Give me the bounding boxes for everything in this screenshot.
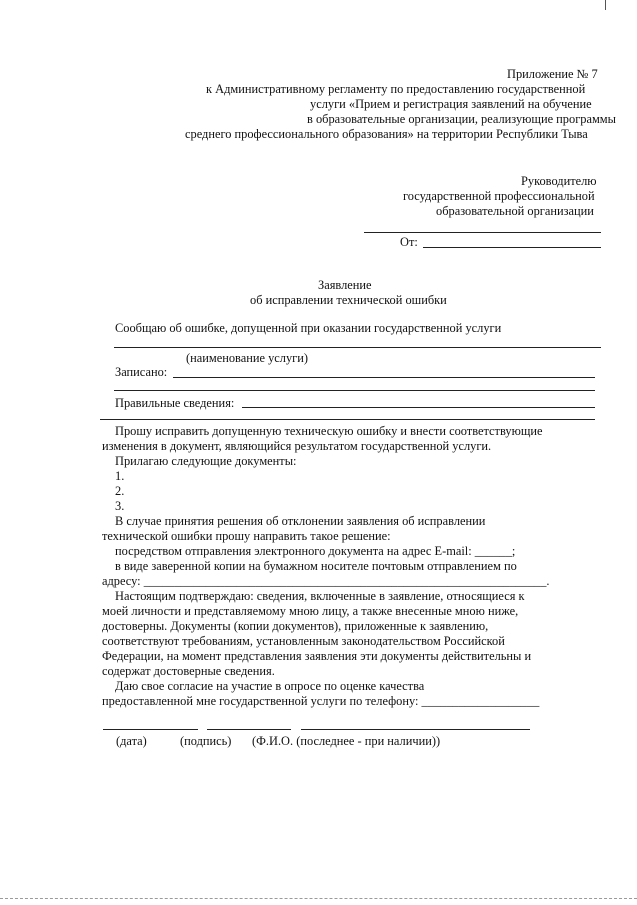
from-label: От:: [400, 235, 418, 249]
date-label: (дата): [116, 734, 147, 748]
date-signature-line[interactable]: [103, 729, 198, 730]
from-blank-line[interactable]: [423, 247, 601, 248]
attachments-intro: Прилагаю следующие документы:: [115, 454, 297, 468]
written-label: Записано:: [115, 365, 168, 379]
confirmation-text: Настоящим подтверждаю: сведения, включенные в заявление, относящиеся к: [115, 589, 525, 603]
report-error-text: Сообщаю об ошибке, допущенной при оказании государственной услуги: [115, 321, 502, 335]
service-name-hint: (наименование услуги): [186, 351, 309, 365]
appendix-number: Приложение № 7: [507, 67, 598, 81]
post-address: адресу: _________________________________________________________________.: [102, 574, 550, 588]
appendix-line: услуги «Прием и регистрация заявлений на обучение: [310, 97, 592, 111]
attachment-item: 1.: [115, 469, 125, 483]
confirmation-text: моей личности и представляемому мною лицу, а также внесенные мною ниже,: [102, 604, 519, 618]
correct-label: Правильные сведения:: [115, 396, 235, 410]
scan-edge-mark: [605, 0, 606, 10]
written-blank-line-2[interactable]: [114, 390, 595, 391]
addressee-line: образовательной организации: [436, 204, 594, 218]
document-title: Заявление: [318, 278, 372, 292]
sign-label: (подпись): [180, 734, 232, 748]
confirmation-text: содержат достоверные сведения.: [102, 664, 275, 678]
sign-signature-line[interactable]: [207, 729, 291, 730]
appendix-line: в образовательные организации, реализующие программы: [307, 112, 616, 126]
attachment-item: 3.: [115, 499, 125, 513]
addressee-line: государственной профессиональной: [403, 189, 595, 203]
request-text: изменения в документ, являющийся результатом государственной услуги.: [102, 439, 492, 453]
rejection-text: технической ошибки прошу направить такое решение:: [102, 529, 391, 543]
attachment-item: 2.: [115, 484, 125, 498]
addressee-title: Руководителю: [521, 174, 597, 188]
correct-blank-line-2[interactable]: [100, 419, 595, 420]
confirmation-text: Федерации, на момент представления заявления эти документы действительны и: [102, 649, 532, 663]
email-option: посредством отправления электронного документа на адрес E-mail: ______;: [115, 544, 516, 558]
name-label: (Ф.И.О. (последнее - при наличии)): [252, 734, 441, 748]
post-option: в виде заверенной копии на бумажном носителе почтовым отправлением по: [115, 559, 517, 573]
service-name-line[interactable]: [114, 347, 601, 348]
consent-text: предоставленной мне государственной услуги по телефону: ___________________: [102, 694, 540, 708]
appendix-line: к Административному регламенту по предоставлению государственной: [206, 82, 586, 96]
consent-text: Даю свое согласие на участие в опросе по оценке качества: [115, 679, 425, 693]
appendix-line: среднего профессионального образования» на территории Республики Тыва: [185, 127, 588, 141]
name-signature-line[interactable]: [301, 729, 530, 730]
confirmation-text: соответствуют требованиям, установленным законодательством Российской: [102, 634, 505, 648]
rejection-text: В случае принятия решения об отклонении заявления об исправлении: [115, 514, 486, 528]
scan-bottom-edge: [0, 898, 637, 899]
correct-blank-line[interactable]: [242, 407, 595, 408]
document-subtitle: об исправлении технической ошибки: [250, 293, 447, 307]
addressee-blank-line[interactable]: [364, 232, 601, 233]
request-text: Прошу исправить допущенную техническую ошибку и внести соответствующие: [115, 424, 543, 438]
confirmation-text: достоверны. Документы (копии документов), приложенные к заявлению,: [102, 619, 489, 633]
written-blank-line[interactable]: [173, 377, 595, 378]
